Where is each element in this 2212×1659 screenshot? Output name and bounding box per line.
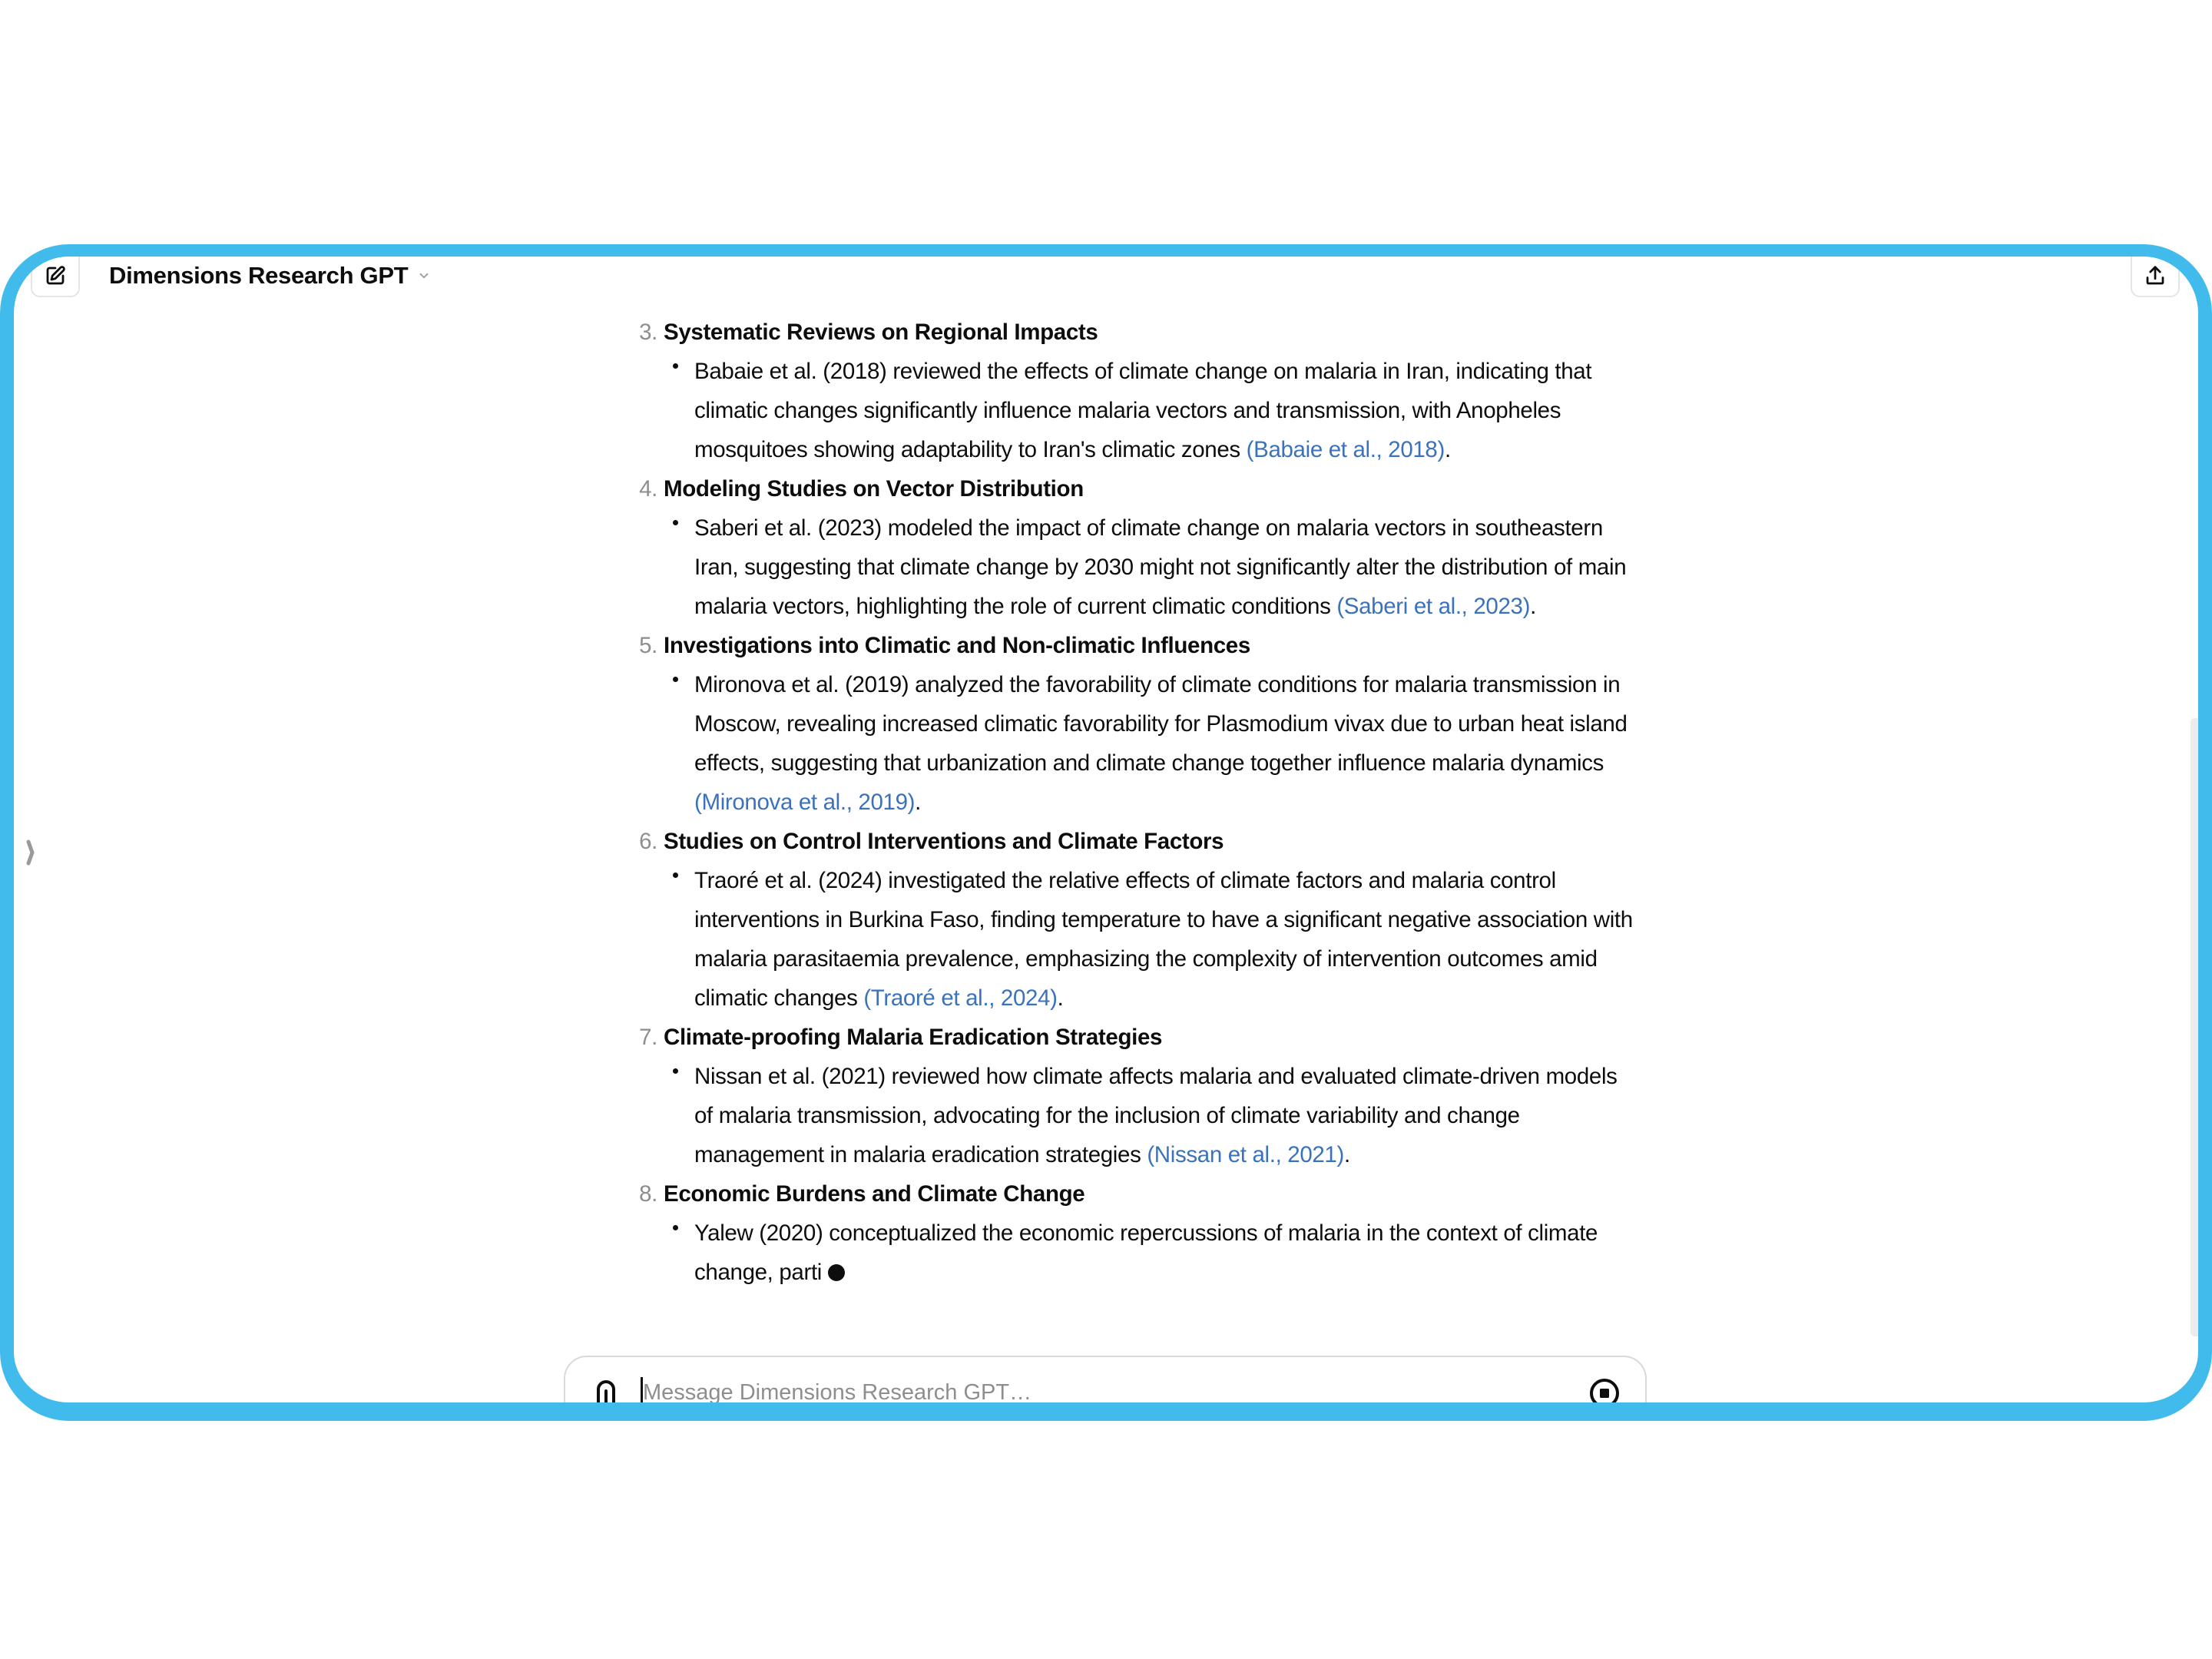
list-item-heading	[621, 469, 1634, 508]
bullet-icon	[673, 1225, 678, 1230]
list-item-heading	[621, 822, 1634, 861]
app-window-frame	[0, 244, 2212, 1421]
trailing-punct: .	[1057, 985, 1064, 1011]
chevron-right-icon	[25, 839, 36, 866]
heading-text: Studies on Control Interventions and Climate Factors	[664, 829, 1224, 854]
share-upload-icon	[2144, 264, 2167, 287]
bullet-icon	[673, 873, 678, 878]
stop-generating-button[interactable]	[1588, 1377, 1621, 1409]
citation-link[interactable]: (Traoré et al., 2024)	[863, 985, 1058, 1011]
bullet-text: Traoré et al. (2024) investigated the relative effects of climate factors and malaria control interventions in Burkina Faso, finding temperature to have a significant negative association with malaria parasitaemia prevalence, emphasizing the complexity of intervention outcomes amid climatic changes	[694, 868, 1633, 1011]
bullet-item	[621, 508, 1634, 626]
list-number: 3.	[639, 320, 657, 345]
stop-generating-icon	[1588, 1377, 1621, 1409]
list-item	[621, 469, 1634, 626]
list-item	[621, 626, 1634, 822]
bullet-text: Yalew (2020) conceptualized the economic repercussions of malaria in the context of climate change, parti	[694, 1220, 1598, 1285]
heading-text: Economic Burdens and Climate Change	[664, 1181, 1085, 1207]
message-input[interactable]	[641, 1377, 1549, 1408]
bullet-icon	[673, 677, 678, 682]
list-number: 6.	[639, 829, 657, 854]
bullet-text: Saberi et al. (2023) modeled the impact of climate change on malaria vectors in southeastern Iran, suggesting that climate change by 2030 might not significantly alter the distribution of main malaria vectors, highlighting the role of current climatic conditions	[694, 515, 1627, 619]
bullet-icon	[673, 363, 678, 369]
heading-text: Systematic Reviews on Regional Impacts	[664, 320, 1098, 345]
model-selector[interactable]	[109, 257, 431, 295]
sidebar-toggle[interactable]	[23, 837, 38, 868]
citation-link[interactable]: (Babaie et al., 2018)	[1246, 437, 1445, 462]
streaming-indicator-icon	[828, 1264, 845, 1281]
bullet-icon	[673, 1068, 678, 1074]
chevron-down-icon	[417, 269, 431, 283]
citation-link[interactable]: (Nissan et al., 2021)	[1147, 1142, 1344, 1167]
list-item	[621, 1174, 1634, 1292]
trailing-punct: .	[915, 790, 921, 815]
bullet-item	[621, 352, 1634, 469]
list-item	[621, 313, 1634, 469]
bullet-icon	[673, 520, 678, 525]
scrollbar[interactable]	[2190, 718, 2198, 1336]
list-number: 4.	[639, 476, 657, 502]
trailing-punct: .	[1343, 1142, 1350, 1167]
heading-text: Modeling Studies on Vector Distribution	[664, 476, 1084, 502]
bullet-item	[621, 1214, 1634, 1292]
bullet-text: Nissan et al. (2021) reviewed how climate affects malaria and evaluated climate-driven models of malaria transmission, advocating for the inclusion of climate variability and change management in malaria eradication strategies	[694, 1064, 1618, 1167]
list-item-heading	[621, 626, 1634, 665]
bullet-text: Babaie et al. (2018) reviewed the effects of climate change on malaria in Iran, indicating that climatic changes significantly influence malaria vectors and transmission, with Anopheles mosquitoes showing adaptability to Iran's climatic zones	[694, 359, 1592, 462]
list-item-heading	[621, 1018, 1634, 1057]
bullet-text: Mironova et al. (2019) analyzed the favorability of climate conditions for malaria transmission in Moscow, revealing increased climatic favorability for Plasmodium vivax due to urban heat island effects, suggesting that urbanization and climate change together influence malaria dynamics	[694, 672, 1628, 776]
list-item	[621, 822, 1634, 1018]
heading-text: Investigations into Climatic and Non-climatic Influences	[664, 633, 1250, 658]
paperclip-icon	[594, 1379, 618, 1409]
list-number: 5.	[639, 633, 657, 658]
list-item	[621, 1018, 1634, 1174]
heading-text: Climate-proofing Malaria Eradication Strategies	[664, 1025, 1163, 1050]
trailing-punct: .	[1444, 437, 1451, 462]
citation-link[interactable]: (Mironova et al., 2019)	[694, 790, 916, 815]
assistant-message	[621, 313, 1634, 1292]
bullet-item	[621, 861, 1634, 1018]
new-chat-button[interactable]	[31, 256, 80, 297]
citation-link[interactable]: (Saberi et al., 2023)	[1336, 594, 1531, 619]
edit-square-icon	[44, 264, 67, 287]
list-number: 7.	[639, 1025, 657, 1050]
message-composer	[564, 1356, 1647, 1421]
list-item-heading	[621, 1174, 1634, 1214]
trailing-punct: .	[1530, 594, 1536, 619]
bullet-item	[621, 665, 1634, 822]
list-item-heading	[621, 313, 1634, 352]
attach-file-button[interactable]	[594, 1379, 618, 1409]
bullet-item	[621, 1057, 1634, 1174]
page-title: Dimensions Research GPT	[109, 262, 409, 289]
share-button[interactable]	[2131, 256, 2180, 297]
list-number: 8.	[639, 1181, 657, 1207]
